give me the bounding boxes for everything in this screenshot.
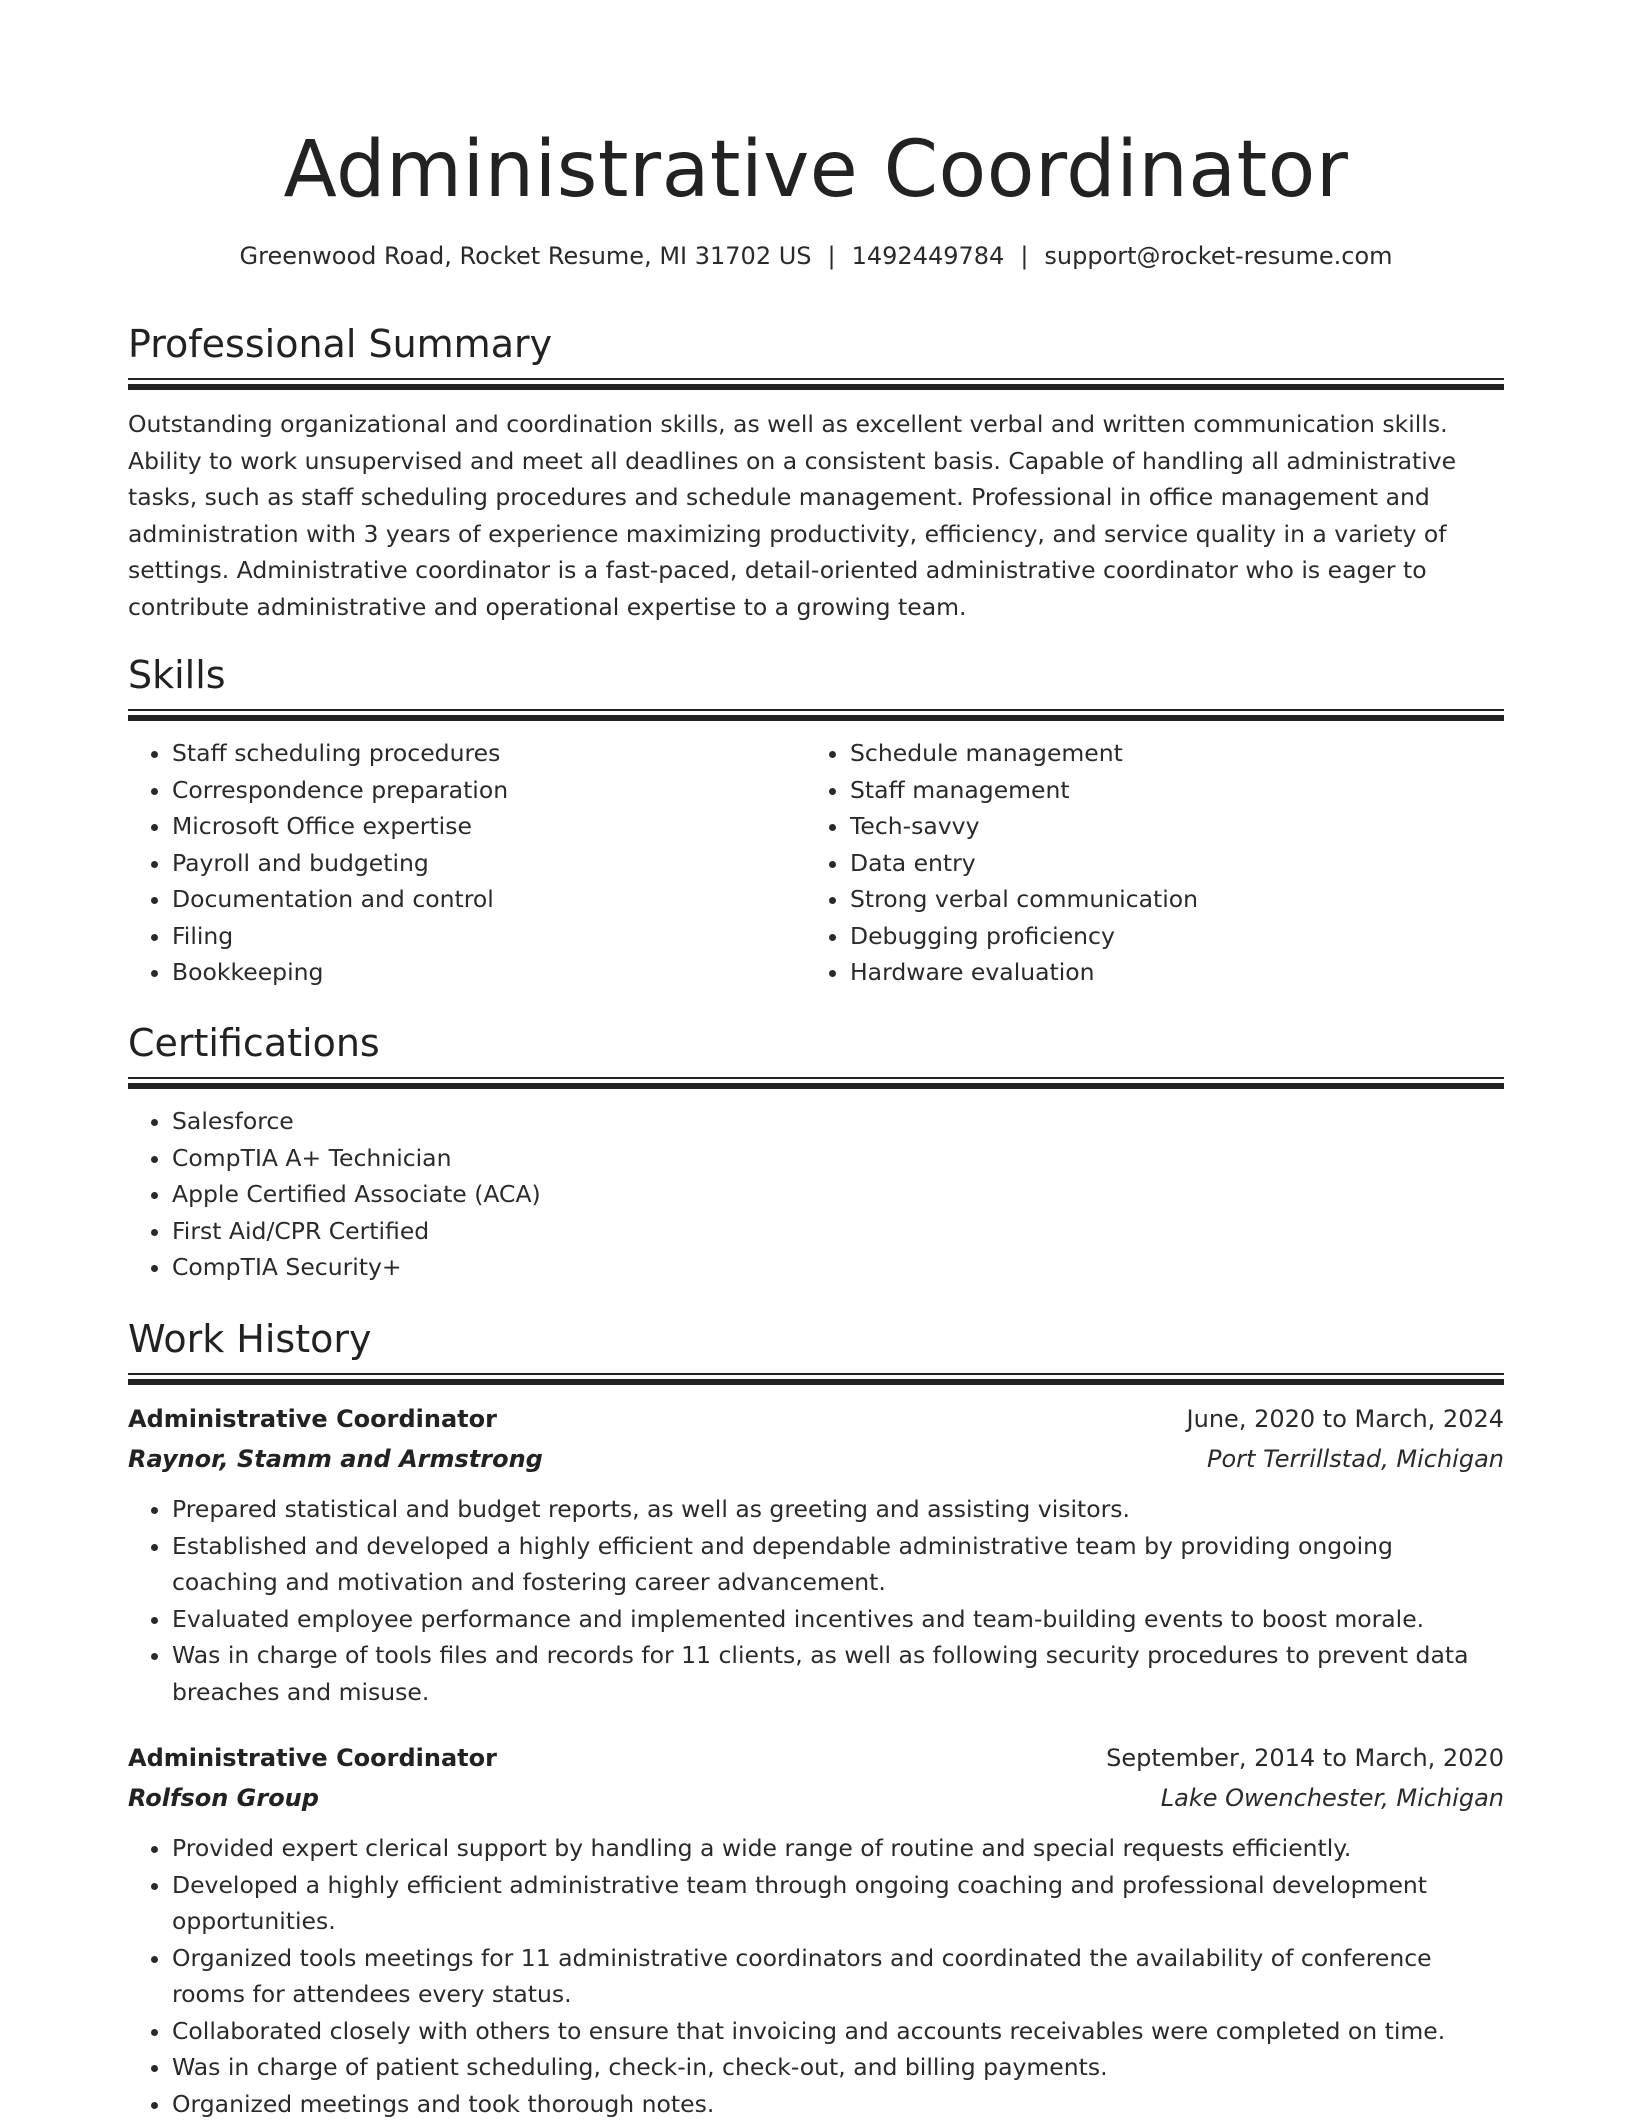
certification-item: • First Aid/CPR Certified xyxy=(172,1213,1504,1250)
work-history-section xyxy=(128,1314,1504,2122)
certifications-heading: Certifications xyxy=(128,1018,1504,1068)
skill-item: • Hardware evaluation xyxy=(850,954,1484,991)
job-bullet-list xyxy=(128,1491,1504,1710)
job-subheader xyxy=(128,1439,1504,1479)
skill-item: • Schedule management xyxy=(850,735,1484,772)
job-location: Lake Owenchester, Michigan xyxy=(1161,1778,1504,1818)
job-bullet: • Collaborated closely with others to ensure that invoicing and accounts receivables were completed on time. xyxy=(172,2013,1504,2050)
skill-item: • Documentation and control xyxy=(172,881,806,918)
certification-item: • CompTIA Security+ xyxy=(172,1249,1504,1286)
skill-item: • Staff management xyxy=(850,772,1484,809)
certifications-section xyxy=(128,1018,1504,1286)
job-entry xyxy=(128,1399,1504,1710)
job-bullet: • Organized meetings and took thorough notes. xyxy=(172,2086,1504,2122)
skills-left-column xyxy=(128,735,806,991)
skill-item: • Filing xyxy=(172,918,806,955)
skill-item: • Staff scheduling procedures xyxy=(172,735,806,772)
skill-item: • Data entry xyxy=(850,845,1484,882)
resume-title: Administrative Coordinator xyxy=(128,118,1504,222)
certifications-list xyxy=(128,1103,1504,1286)
summary-section xyxy=(128,319,1504,625)
skills-right-column xyxy=(806,735,1484,991)
skills-list-right xyxy=(806,735,1484,991)
job-bullet: • Was in charge of tools files and records for 11 clients, as well as following security procedures to prevent data breaches and misuse. xyxy=(172,1637,1504,1710)
contact-email[interactable]: support@rocket-resume.com xyxy=(1044,242,1392,270)
certification-item: • Apple Certified Associate (ACA) xyxy=(172,1176,1504,1213)
skill-item: • Debugging proficiency xyxy=(850,918,1484,955)
job-bullet: • Developed a highly efficient administrative team through ongoing coaching and professional development opportunities. xyxy=(172,1867,1504,1940)
contact-line xyxy=(128,239,1504,273)
job-dates: June, 2020 to March, 2024 xyxy=(1187,1399,1504,1439)
contact-phone: 1492449784 xyxy=(852,242,1005,270)
section-divider xyxy=(128,715,1504,721)
job-location: Port Terrillstad, Michigan xyxy=(1207,1439,1504,1479)
job-bullet-list xyxy=(128,1830,1504,2122)
job-subheader xyxy=(128,1778,1504,1818)
job-title: Administrative Coordinator xyxy=(128,1399,497,1439)
job-company: Raynor, Stamm and Armstrong xyxy=(128,1439,543,1479)
section-divider xyxy=(128,1083,1504,1089)
skill-item: • Correspondence preparation xyxy=(172,772,806,809)
job-header xyxy=(128,1738,1504,1778)
summary-text: Outstanding organizational and coordination skills, as well as excellent verbal and written communication skills. Ability to work unsupervised and meet all deadlines on a consistent basis. Capable of handling all administrative tasks, such as staff scheduling procedures and schedule management. Professional in office management and administration with 3 years of experience maximizing productivity, efficiency, and service quality in a variety of settings. Administrative coordinator is a fast-paced, detail-oriented administrative coordinator who is eager to contribute administrative and operational expertise to a growing team. xyxy=(128,406,1504,625)
certification-item: • CompTIA A+ Technician xyxy=(172,1140,1504,1177)
skill-item: • Bookkeeping xyxy=(172,954,806,991)
job-bullet: • Was in charge of patient scheduling, check-in, check-out, and billing payments. xyxy=(172,2049,1504,2086)
job-entry xyxy=(128,1738,1504,2122)
job-bullet: • Organized tools meetings for 11 administrative coordinators and coordinated the availability of conference rooms for attendees every status. xyxy=(172,1940,1504,2013)
job-company: Rolfson Group xyxy=(128,1778,319,1818)
contact-address: Greenwood Road, Rocket Resume, MI 31702 US xyxy=(240,242,812,270)
contact-separator: | xyxy=(1004,242,1044,270)
section-divider xyxy=(128,1379,1504,1385)
contact-separator: | xyxy=(812,242,852,270)
summary-heading: Professional Summary xyxy=(128,319,1504,369)
section-divider xyxy=(128,384,1504,390)
skills-heading: Skills xyxy=(128,650,1504,700)
skills-list-left xyxy=(128,735,806,991)
skills-section xyxy=(128,650,1504,991)
job-dates: September, 2014 to March, 2020 xyxy=(1106,1738,1504,1778)
work-history-heading: Work History xyxy=(128,1314,1504,1364)
skill-item: • Strong verbal communication xyxy=(850,881,1484,918)
section-divider xyxy=(128,709,1504,711)
section-divider xyxy=(128,1373,1504,1375)
skills-columns xyxy=(128,735,1504,991)
section-divider xyxy=(128,1077,1504,1079)
job-bullet: • Provided expert clerical support by handling a wide range of routine and special requests efficiently. xyxy=(172,1830,1504,1867)
job-bullet: • Established and developed a highly efficient and dependable administrative team by providing ongoing coaching and motivation and fostering career advancement. xyxy=(172,1528,1504,1601)
job-bullet: • Prepared statistical and budget reports, as well as greeting and assisting visitors. xyxy=(172,1491,1504,1528)
section-divider xyxy=(128,378,1504,380)
job-bullet: • Evaluated employee performance and implemented incentives and team-building events to boost morale. xyxy=(172,1601,1504,1638)
skill-item: • Payroll and budgeting xyxy=(172,845,806,882)
skill-item: • Microsoft Office expertise xyxy=(172,808,806,845)
job-header xyxy=(128,1399,1504,1439)
certification-item: • Salesforce xyxy=(172,1103,1504,1140)
job-title: Administrative Coordinator xyxy=(128,1738,497,1778)
skill-item: • Tech-savvy xyxy=(850,808,1484,845)
